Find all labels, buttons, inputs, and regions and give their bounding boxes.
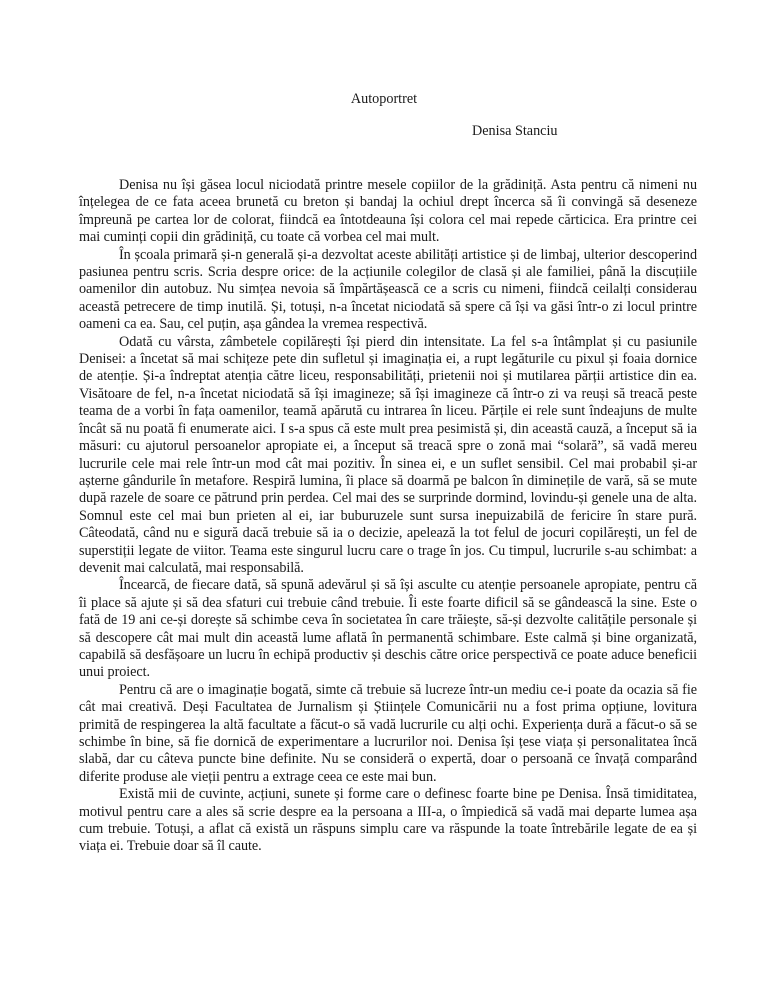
author-name: Denisa Stanciu <box>472 123 558 139</box>
paragraph: Odată cu vârsta, zâmbetele copilărești își pierd din intensitate. La fel s-a întâmplat și cu pasiunile Denisei: a încetat să mai schițeze pete din sufletul și imaginația ei, a rupt legăturile cu pixul și foaia dornice de atenție. Și-a îndreptat atenția către liceu, responsabilități, prietenii noi și mutilarea părții artistice din ea. Visătoare de fel, n-a încetat niciodată să își imagineze; să își imagineze că într-o zi va reuși să treacă peste teama de a vorbi în fața oamenilor, teamă apărută cu intrarea în liceu. Părțile ei rele sunt îndeajuns de multe încât să nu poată fi enumerate aici. I s-a spus că este mult prea pesimistă și, din această cauză, a început să ia măsuri: cu ajutorul persoanelor apropiate ei, a început să treacă spre o zonă mai “solară”, să vadă mereu lucrurile cele mai rele într-un mod cât mai pozitiv. În sinea ei, e un suflet sensibil. Cel mai probabil și-ar așterne gândurile în metafore. Respiră lumina, îi place să doarmă pe balcon în diminețile de vară, să se mute după razele de soare ce pătrund prin perdea. Cel mai des se surprinde dormind, lovindu-și genele una de alta. Somnul este cel mai bun prieten al ei, iar buburuzele sunt sursa inepuizabilă de fericire în stare pură. Câteodată, când nu e sigură dacă trebuie să ia o decizie, apelează la tot felul de jocuri copilărești, un fel de superstiții legate de viitor. Teama este singurul lucru care o trage în jos. Cu timpul, lucrurile s-au schimbat: a devenit mai calculată, mai responsabilă. <box>79 333 697 576</box>
document-body <box>79 177 697 856</box>
paragraph: Încearcă, de fiecare dată, să spună adevărul și să își asculte cu atenție persoanele apropiate, pentru că îi place să ajute și să dea sfaturi cui trebuie când trebuie. Îi este foarte dificil să se gândească la sine. Este o fată de 19 ani ce-și dorește să schimbe ceva în societatea în care trăiește, să-și dezvolte calitățile personale și să descopere cât mai mult din această lume aflată în permanentă schimbare. Este calmă și bine organizată, capabilă să desfășoare un lucru în echipă productiv și deschis către orice perspectivă ce poate aduce beneficii unui proiect. <box>79 577 697 681</box>
document-title: Autoportret <box>350 91 418 107</box>
paragraph: Există mii de cuvinte, acțiuni, sunete și forme care o definesc foarte bine pe Denisa. Însă timiditatea, motivul pentru care a ales să scrie despre ea la persoana a III-a, o împiedică să vadă mai departe lumea așa cum trebuie. Totuși, a aflat că există un răspuns simplu care va răspunde la toate întrebările legate de ea și viața ei. Trebuie doar să îl caute. <box>79 786 697 855</box>
paragraph: În școala primară și-n generală și-a dezvoltat aceste abilități artistice și de limbaj, ulterior descoperind pasiunea pentru scris. Scria despre orice: de la acțiunile colegilor de clasă și ale familiei, până la discuțiile oamenilor din autobuz. Nu simțea nevoia să împărtășească ce a scris cu nimeni, fiindcă ceilalți considerau această petrecere de timp inutilă. Și, totuși, n-a încetat niciodată să spere că își va găsi într-o zi locul printre oameni ca ea. Sau, cel puțin, așa gândea la vremea respectivă. <box>79 246 697 333</box>
paragraph: Pentru că are o imaginație bogată, simte că trebuie să lucreze într-un mediu ce-i poate da ocazia să fie cât mai creativă. Deși Facultatea de Jurnalism și Științele Comunicării nu a fost prima opțiune, lovitura primită de respingerea la altă facultate a făcut-o să vadă lucrurile cu alți ochi. Experiența dură a făcut-o să se schimbe în bine, să fie dornică de experimentare a lucrurilor noi. Denisa își țese viața și personalitatea încă slabă, dar cu câteva puncte bine definite. Nu se consideră o expertă, doar o persoană ce învață comparând diferite produse ale vieții pentru a extrage ceea ce este mai bun. <box>79 681 697 785</box>
paragraph: Denisa nu își găsea locul niciodată printre mesele copiilor de la grădiniță. Asta pentru că nimeni nu înțelegea de ce fata aceea brunetă cu breton și bandaj la ochiul drept încerca să îi convingă să deseneze împreună pe cartea lor de colorat, fiindcă ea întotdeauna își colora cel mai repede cărticica. Era printre cei mai cuminți copii din grădiniță, cu toate că vorbea cel mai mult. <box>79 177 697 246</box>
